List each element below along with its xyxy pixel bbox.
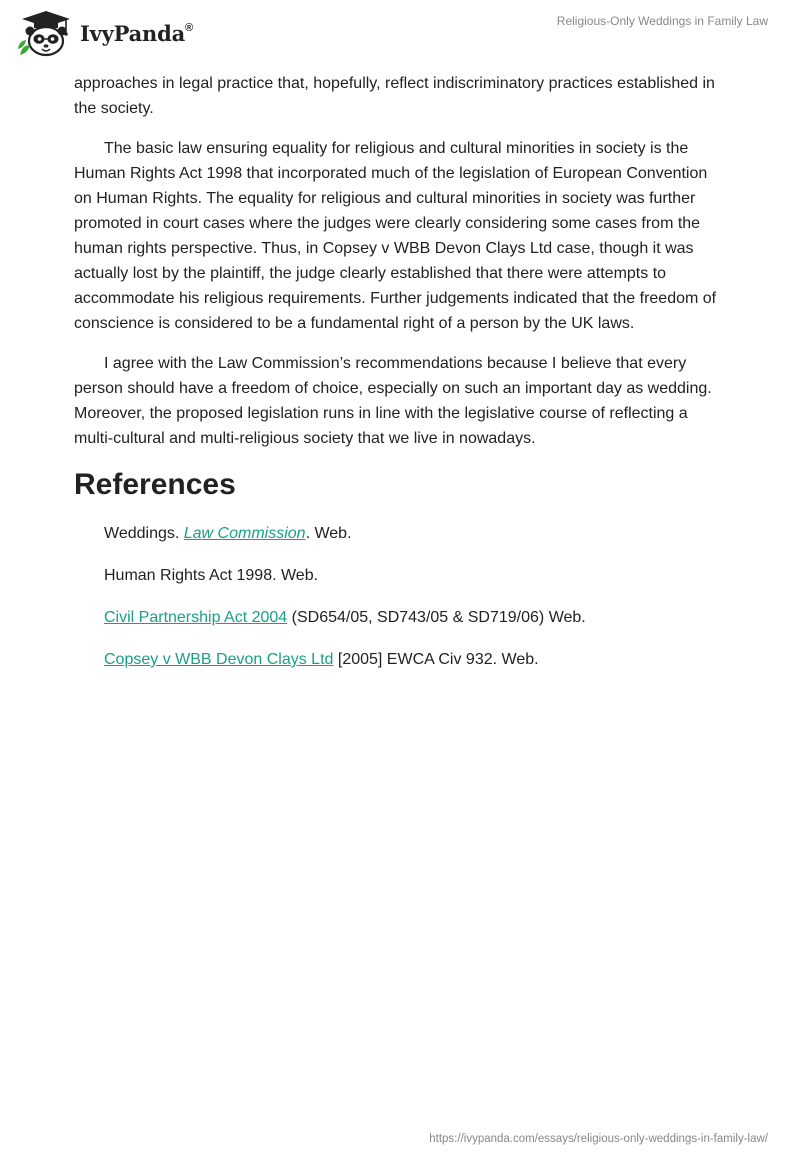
reference-link[interactable]: Law Commission (183, 525, 306, 542)
body-paragraph: The basic law ensuring equality for religious and cultural minorities in society is the Human Rights Act 1998 that incorporated much of the legislation of European Convention on Human Rights. The equality for religious and cultural minorities in society was further promoted in court cases where the judges were clearly considering some cases from the human rights perspective. Thus, in Copsey v WBB Devon Clays Ltd case, though it was actually lost by the plaintiff, the judge clearly established that there were attempts to accommodate his religious requirements. Further judgements indicated that the freedom of conscience is considered to be a fundamental right of a person by the UK laws. (74, 140, 717, 332)
reference-link[interactable]: Copsey v WBB Devon Clays Ltd (104, 651, 334, 668)
reference-item: Human Rights Act 1998. Web. (104, 567, 319, 584)
essay-content (74, 71, 726, 689)
footer-url[interactable]: https://ivypanda.com/essays/religious-only-weddings-in-family-law/ (429, 1133, 768, 1145)
reference-item: Weddings. Law Commission. Web. (104, 525, 352, 542)
body-paragraph: I agree with the Law Commission’s recommendations because I believe that every person should have a freedom of choice, especially on such an important day as wedding. Moreover, the proposed legislation runs in line with the legislative course of reflecting a multi-cultural and multi-religious society that we live in nowadays. (74, 355, 712, 447)
references-heading: References (74, 468, 236, 501)
document-title: Religious-Only Weddings in Family Law (556, 14, 768, 28)
reference-link[interactable]: Civil Partnership Act 2004 (104, 609, 288, 626)
reference-item: Civil Partnership Act 2004 (SD654/05, SD743/05 & SD719/06) Web. (104, 609, 586, 626)
brand-name: IvyPanda® (80, 20, 193, 46)
reference-item: Copsey v WBB Devon Clays Ltd [2005] EWCA Civ 932. Web. (104, 651, 539, 668)
panda-graduate-logo-icon (16, 9, 74, 57)
page-header (0, 0, 800, 70)
brand-logo[interactable] (16, 9, 193, 57)
body-paragraph: approaches in legal practice that, hopefully, reflect indiscriminatory practices established in the society. (74, 75, 715, 117)
